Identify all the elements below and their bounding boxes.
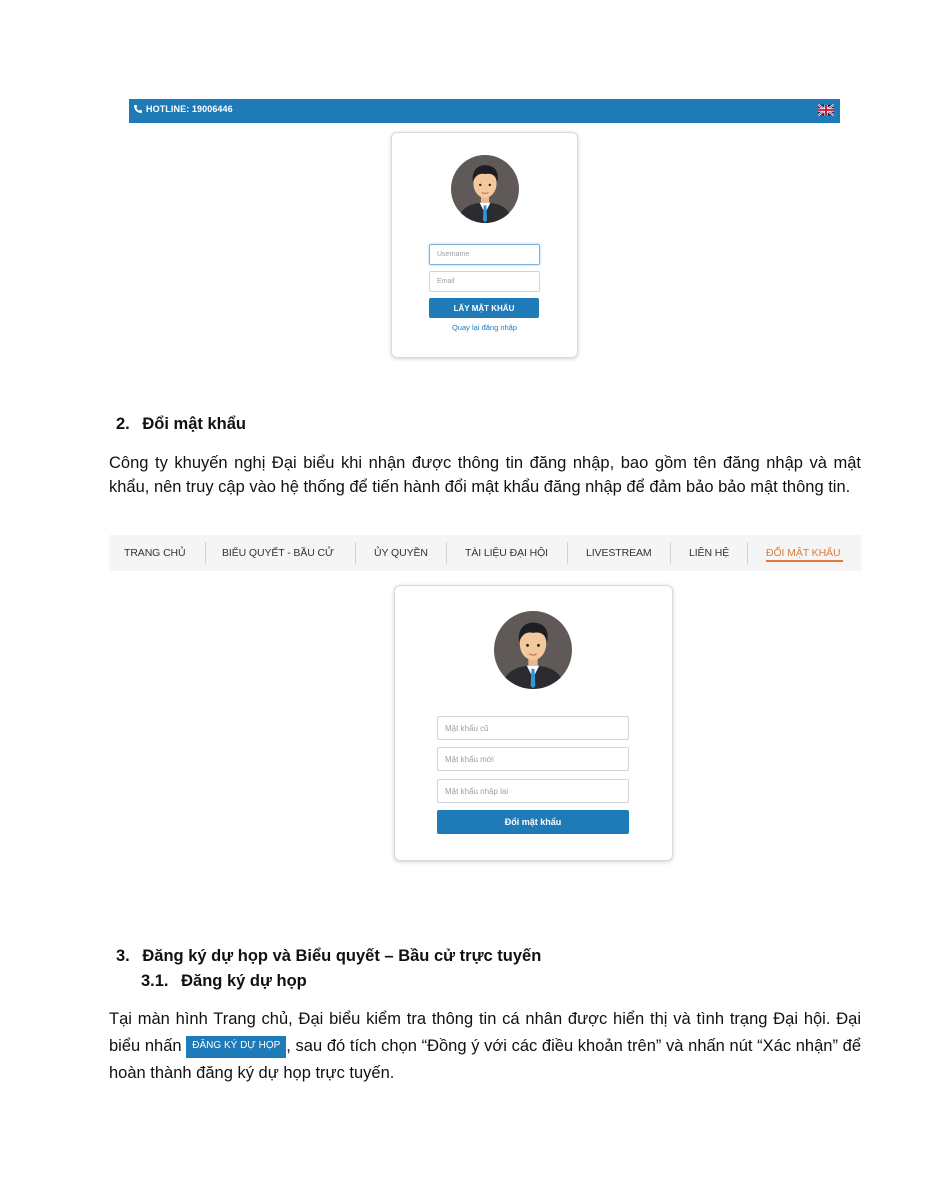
nav-divider bbox=[355, 542, 356, 564]
back-to-login-link[interactable]: Quay lại đăng nhập bbox=[451, 323, 518, 332]
nav-item-livestream[interactable]: LIVESTREAM bbox=[586, 547, 652, 559]
nav-divider bbox=[747, 542, 748, 564]
section-3-1-heading bbox=[141, 972, 307, 991]
nav-item-change-password[interactable]: ĐỔI MẬT KHẨU bbox=[766, 547, 841, 559]
uk-flag-icon[interactable] bbox=[818, 104, 834, 116]
username-field[interactable] bbox=[429, 244, 540, 265]
section-3-1-paragraph bbox=[109, 1006, 861, 1087]
hotline-text: HOTLINE: 19006446 bbox=[146, 104, 233, 114]
section-2-number: 2. bbox=[116, 415, 130, 433]
active-tab-underline bbox=[766, 560, 843, 562]
hotline-bar bbox=[129, 99, 840, 123]
paragraph-text-part1: Tại màn hình Trang chủ, Đại biểu kiểm tra thông tin cá nhân được hiển thị và tình trạng Đại hội. Đại biểu nhấn bbox=[109, 1010, 861, 1055]
section-2-title: Đổi mật khẩu bbox=[142, 415, 246, 433]
section-3-heading bbox=[116, 947, 541, 966]
section-3-number: 3. bbox=[116, 947, 130, 965]
user-avatar-icon bbox=[451, 155, 519, 223]
register-meeting-button: ĐĂNG KÝ DỰ HỌP bbox=[186, 1036, 286, 1058]
section-3-1-title: Đăng ký dự họp bbox=[181, 972, 307, 990]
phone-icon bbox=[133, 104, 143, 114]
section-3-1-number: 3.1. bbox=[141, 972, 169, 990]
change-password-button[interactable]: Đổi mật khẩu bbox=[437, 810, 629, 834]
confirm-password-field[interactable] bbox=[437, 779, 629, 803]
nav-divider bbox=[205, 542, 206, 564]
hotline[interactable] bbox=[133, 104, 233, 114]
nav-item-documents[interactable]: TÀI LIỆU ĐẠI HỘI bbox=[465, 547, 548, 559]
get-password-button[interactable]: LẤY MẬT KHẨU bbox=[429, 298, 539, 318]
main-nav bbox=[109, 535, 861, 571]
nav-item-contact[interactable]: LIÊN HỆ bbox=[689, 547, 730, 559]
new-password-field[interactable] bbox=[437, 747, 629, 771]
paragraph-text-part2: , sau đó tích chọn “Đồng ý với các điều khoản trên” và nhấn nút “Xác nhận” để hoàn thành đăng ký dự họp trực tuyến. bbox=[109, 1037, 861, 1082]
nav-divider bbox=[670, 542, 671, 564]
email-field[interactable] bbox=[429, 271, 540, 292]
nav-divider bbox=[567, 542, 568, 564]
section-2-heading bbox=[116, 415, 246, 434]
email-placeholder: Email bbox=[437, 278, 455, 285]
old-password-placeholder: Mật khẩu cũ bbox=[445, 723, 489, 733]
section-2-paragraph: Công ty khuyến nghị Đại biểu khi nhận được thông tin đăng nhập, bao gồm tên đăng nhập và mật khẩu, nên truy cập vào hệ thống để tiến hành đổi mật khẩu đăng nhập để đảm bảo bảo mật thông tin. bbox=[109, 454, 861, 496]
nav-divider bbox=[446, 542, 447, 564]
nav-item-voting[interactable]: BIỂU QUYẾT - BẦU CỬ bbox=[222, 547, 334, 559]
forgot-password-card bbox=[391, 132, 578, 358]
nav-item-proxy[interactable]: ỦY QUYỀN bbox=[374, 547, 428, 559]
new-password-placeholder: Mật khẩu mới bbox=[445, 754, 494, 764]
section-3-title: Đăng ký dự họp và Biểu quyết – Bầu cử trực tuyến bbox=[142, 947, 542, 965]
user-avatar-icon bbox=[494, 611, 572, 689]
nav-item-home[interactable]: TRANG CHỦ bbox=[124, 547, 186, 559]
change-password-card bbox=[394, 585, 673, 861]
old-password-field[interactable] bbox=[437, 716, 629, 740]
username-placeholder: Username bbox=[437, 251, 470, 258]
confirm-password-placeholder: Mật khẩu nhập lại bbox=[445, 786, 509, 796]
